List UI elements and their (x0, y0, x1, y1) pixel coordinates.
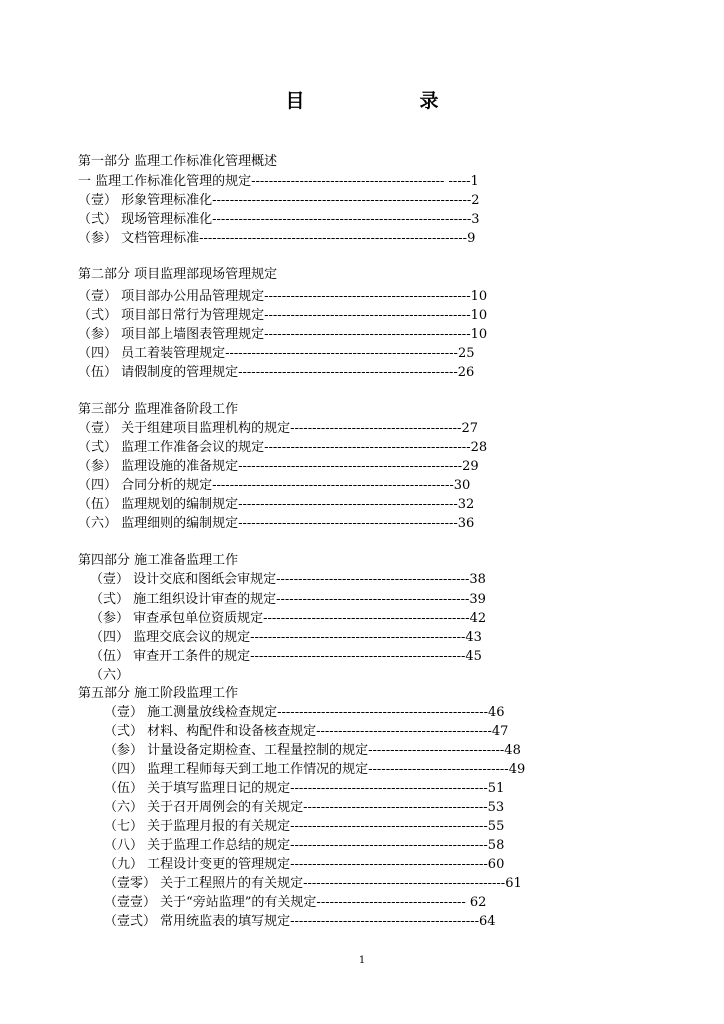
toc-entry[interactable]: （弍） 材料、构配件和设备核查规定----------------------------------------47 (104, 724, 509, 739)
toc-entry[interactable]: （四） 监理交底会议的规定-------------------------------------------------43 (90, 630, 482, 645)
toc-entry[interactable]: （壹） 形象管理标准化-----------------------------------------------------------2 (78, 193, 480, 208)
toc-entry[interactable]: （壹零） 关于工程照片的有关规定----------------------------------------------61 (104, 876, 522, 891)
toc-entry[interactable]: （六） 监理细则的编制规定--------------------------------------------------36 (78, 516, 475, 531)
toc-entry[interactable]: （壹弍） 常用统监表的填写规定-------------------------------------------64 (104, 914, 496, 929)
toc-entry[interactable]: 一 监理工作标准化管理的规定-------------------------------------------- -----1 (78, 174, 479, 189)
toc-entry[interactable]: （壹） 设计交底和图纸会审规定--------------------------------------------38 (90, 572, 486, 587)
toc-entry[interactable]: （壹） 项目部办公用品管理规定-----------------------------------------------10 (78, 289, 488, 304)
toc-entry[interactable]: （参） 文档管理标准-------------------------------------------------------------9 (78, 231, 476, 246)
toc-entry[interactable]: （八） 关于监理工作总结的规定---------------------------------------------58 (104, 838, 505, 853)
toc-entry[interactable]: （参） 审查承包单位资质规定-----------------------------------------------42 (90, 611, 487, 626)
toc-entry[interactable]: （弍） 监理工作准备会议的规定-----------------------------------------------28 (78, 440, 488, 455)
toc-entry[interactable]: （参） 项目部上墙图表管理规定-----------------------------------------------10 (78, 327, 488, 342)
toc-entry[interactable]: （弍） 现场管理标准化-----------------------------------------------------------3 (78, 212, 480, 227)
toc-entry[interactable]: （参） 监理设施的准备规定---------------------------------------------------29 (78, 459, 479, 474)
toc-entry[interactable]: （伍） 监理规划的编制规定--------------------------------------------------32 (78, 497, 475, 512)
page-title: 目 录 (285, 90, 487, 112)
toc-entry[interactable]: （壹壹） 关于“旁站监理”的有关规定---------------------------------- 62 (104, 895, 487, 910)
toc-entry[interactable]: （四） 监理工程师每天到工地工作情况的规定--------------------------------49 (104, 762, 526, 777)
toc-entry[interactable]: （七） 关于监理月报的有关规定---------------------------------------------55 (104, 819, 505, 834)
toc-entry[interactable]: （四） 合同分析的规定-------------------------------------------------------30 (78, 478, 471, 493)
section-heading: 第四部分 施工准备监理工作 (78, 553, 239, 568)
toc-entry[interactable]: （伍） 请假制度的管理规定--------------------------------------------------26 (78, 365, 475, 380)
toc-entry[interactable]: （伍） 审查开工条件的规定-------------------------------------------------45 (90, 649, 482, 664)
toc-entry[interactable]: （九） 工程设计变更的管理规定---------------------------------------------60 (104, 857, 505, 872)
toc-entry[interactable]: （弍） 项目部日常行为管理规定-----------------------------------------------10 (78, 308, 488, 323)
section-heading: 第五部分 施工阶段监理工作 (78, 686, 239, 701)
section-heading: 第一部分 监理工作标准化管理概述 (78, 154, 278, 169)
toc-entry[interactable]: （壹） 关于组建项目监理机构的规定---------------------------------------27 (78, 421, 478, 436)
section-heading: 第二部分 项目监理部现场管理规定 (78, 267, 278, 282)
toc-entry[interactable]: （弍） 施工组织设计审查的规定--------------------------------------------39 (90, 592, 486, 607)
toc-entry[interactable]: （六） (90, 668, 130, 683)
section-heading: 第三部分 监理准备阶段工作 (78, 402, 239, 417)
toc-entry[interactable]: （壹） 施工测量放线检查规定------------------------------------------------46 (104, 705, 505, 720)
page-number: 1 (358, 955, 366, 966)
toc-entry[interactable]: （伍） 关于填写监理日记的规定---------------------------------------------51 (104, 781, 505, 796)
toc-entry[interactable]: （参） 计量设备定期检查、工程量控制的规定-------------------------------48 (104, 743, 521, 758)
toc-entry[interactable]: （六） 关于召开周例会的有关规定------------------------------------------53 (104, 800, 505, 815)
toc-entry[interactable]: （四） 员工着装管理规定-----------------------------------------------------25 (78, 346, 475, 361)
